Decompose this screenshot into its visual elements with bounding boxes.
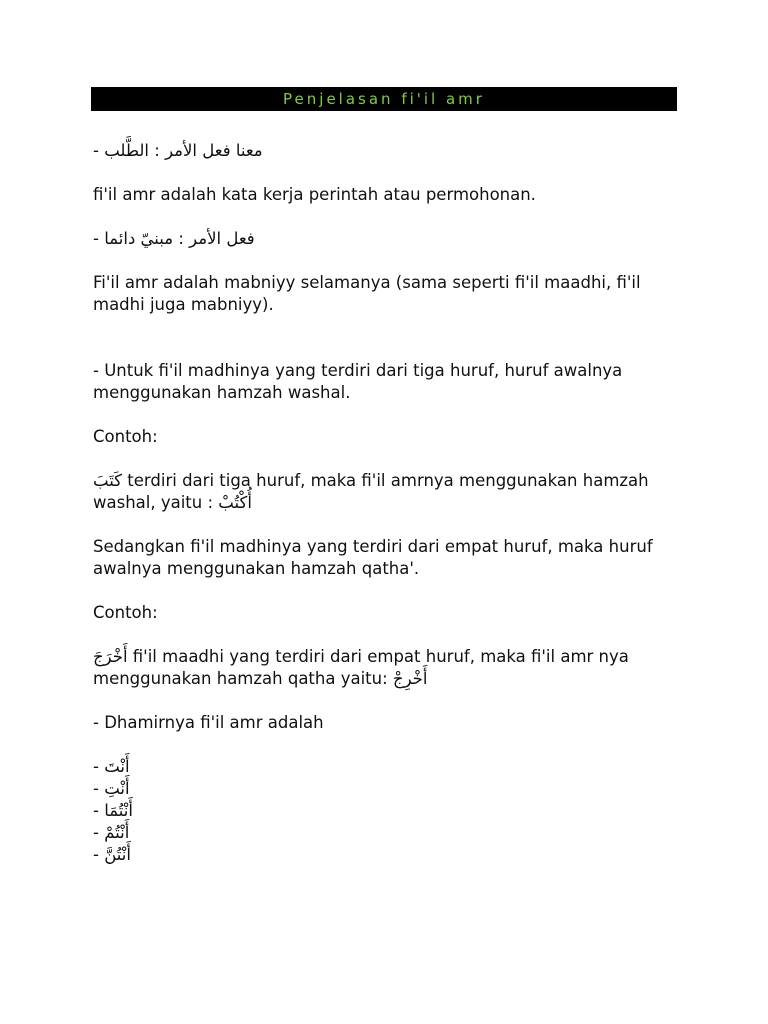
example-text: fi'il maadhi yang terdiri dari empat huruf, maka fi'il amr nya menggunakan hamzah qatha yaitu: bbox=[93, 647, 635, 688]
document-body bbox=[93, 140, 683, 866]
list-dash: - bbox=[93, 757, 105, 776]
page-title: Penjelasan fi'il amr bbox=[283, 90, 485, 108]
list-dash: - bbox=[93, 801, 105, 820]
list-item bbox=[93, 800, 683, 822]
arabic-text: معنا فعل الأمر : الطَّلب bbox=[104, 141, 263, 160]
arabic-text: فعل الأمر : مبنيّ دائما bbox=[104, 229, 255, 248]
dhamir-list bbox=[93, 756, 683, 866]
paragraph-arabic-meaning bbox=[93, 140, 683, 162]
arabic-text: كَتَبَ bbox=[93, 471, 123, 490]
paragraph-mabniyy: Fi'il amr adalah mabniyy selamanya (sama seperti fi'il maadhi, fi'il madhi juga mabniyy). bbox=[93, 273, 646, 314]
arabic-text: أَخْرِجْ bbox=[392, 669, 428, 688]
paragraph-four-letters: Sedangkan fi'il madhinya yang terdiri dari empat huruf, maka huruf awalnya menggunakan hamzah qatha'. bbox=[93, 537, 658, 578]
paragraph-example-akhraja bbox=[93, 646, 683, 690]
arabic-text: أَنْتُنَّ bbox=[104, 845, 131, 864]
arabic-text: أَخْرَجَ bbox=[93, 647, 128, 666]
arabic-text: أَنْتُمَا bbox=[104, 801, 133, 820]
list-dash: - bbox=[93, 845, 105, 864]
list-item bbox=[93, 778, 683, 800]
arabic-text: أُكْتُبْ bbox=[218, 493, 252, 512]
list-item bbox=[93, 844, 683, 866]
title-bar bbox=[91, 87, 677, 111]
paragraph-arabic-mabni bbox=[93, 228, 683, 250]
paragraph-contoh-2: Contoh: bbox=[93, 603, 158, 622]
paragraph-dhamir-intro: - Dhamirnya fi'il amr adalah bbox=[93, 713, 324, 732]
list-dash: - bbox=[93, 229, 105, 248]
arabic-text: أَنْتَ bbox=[104, 757, 130, 776]
list-dash: - bbox=[93, 779, 105, 798]
arabic-text: أَنْتِ bbox=[104, 779, 130, 798]
list-item bbox=[93, 822, 683, 844]
list-dash: - bbox=[93, 141, 105, 160]
paragraph-contoh-1: Contoh: bbox=[93, 427, 158, 446]
arabic-text: أَنْتُمْ bbox=[104, 823, 130, 842]
list-item bbox=[93, 756, 683, 778]
paragraph-definition: fi'il amr adalah kata kerja perintah atau permohonan. bbox=[93, 185, 536, 204]
paragraph-three-letters: - Untuk fi'il madhinya yang terdiri dari tiga huruf, huruf awalnya menggunakan hamzah washal. bbox=[93, 361, 628, 402]
list-dash: - bbox=[93, 823, 105, 842]
example-text: terdiri dari tiga huruf, maka fi'il amrnya menggunakan hamzah washal, yaitu : bbox=[93, 471, 654, 512]
paragraph-example-kataba bbox=[93, 470, 683, 514]
